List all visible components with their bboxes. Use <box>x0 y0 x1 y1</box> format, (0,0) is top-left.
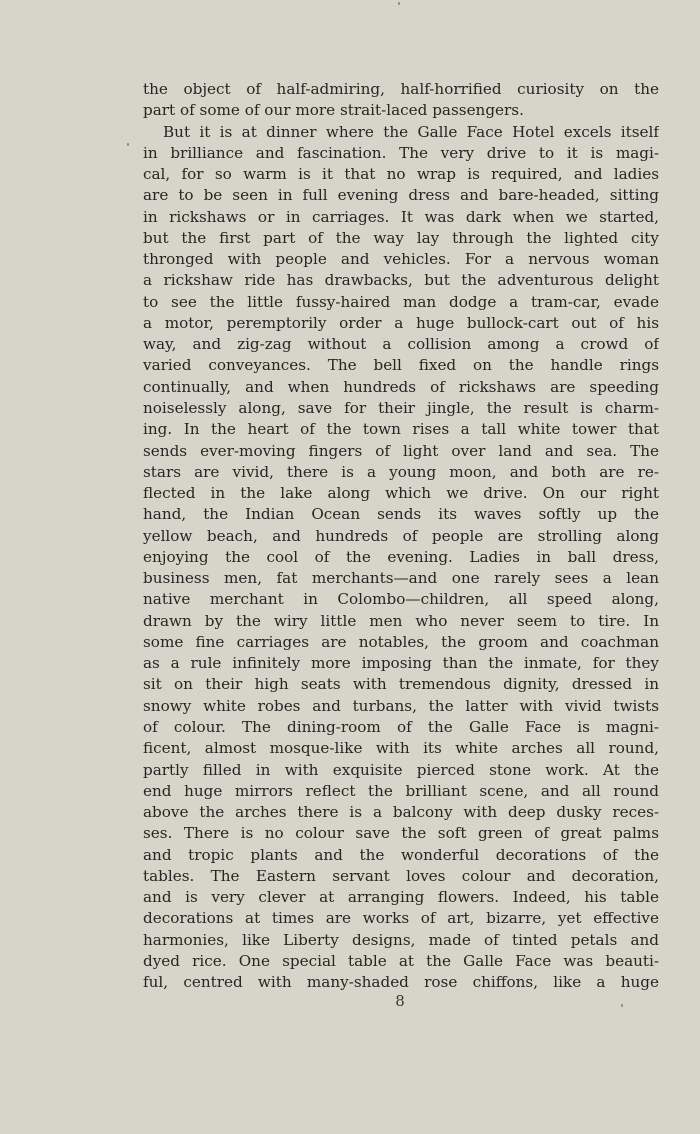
text-line: the object of half-admiring, half-horrified curiosity on the <box>143 80 659 98</box>
text-line: tables. The Eastern servant loves colour and decoration, <box>143 866 659 885</box>
text-line: thronged with people and vehicles. For a nervous woman <box>143 250 659 269</box>
text-line: harmonies, like Liberty designs, made of tinted petals and <box>143 930 659 949</box>
text-line: flected in the lake along which we drive. On our right <box>143 484 659 503</box>
text-line: in brilliance and fascination. The very drive to it is magi- <box>143 143 659 162</box>
paper-speck <box>127 143 129 146</box>
text-line: as a rule infinitely more imposing than the inmate, for they <box>143 654 659 673</box>
text-line: business men, fat merchants—and one rarely sees a lean <box>143 569 659 588</box>
text-line: snowy white robes and turbans, the latter with vivid twists <box>143 696 659 715</box>
page-number: 8 <box>395 992 405 1010</box>
text-line: stars are vivid, there is a young moon, and both are re- <box>143 462 659 481</box>
text-line: continually, and when hundreds of rickshaws are speeding <box>143 377 659 396</box>
text-line: sends ever-moving fingers of light over land and sea. The <box>143 441 659 460</box>
text-line: ful, centred with many-shaded rose chiffons, like a huge <box>143 973 659 992</box>
text-line: noiselessly along, save for their jingle, the result is charm- <box>143 398 659 417</box>
text-line: above the arches there is a balcony with deep dusky reces- <box>143 803 659 822</box>
text-line: part of some of our more strait-laced passengers. <box>143 101 524 120</box>
text-line: decorations at times are works of art, bizarre, yet effective <box>143 909 659 928</box>
text-line: native merchant in Colombo—children, all speed along, <box>143 590 659 609</box>
text-line: and tropic plants and the wonderful decorations of the <box>143 845 659 864</box>
text-line: a motor, peremptorily order a huge bullock-cart out of his <box>143 313 659 332</box>
text-line: partly filled in with exquisite pierced stone work. At the <box>143 760 659 779</box>
text-line: varied conveyances. The bell fixed on the handle rings <box>143 356 659 375</box>
paper-speck <box>621 1004 623 1007</box>
body-text <box>143 79 659 993</box>
text-line: cal, for so warm is it that no wrap is required, and ladies <box>143 165 659 184</box>
text-line: some fine carriages are notables, the groom and coachman <box>143 632 659 651</box>
text-line: and is very clever at arranging flowers. Indeed, his table <box>143 888 659 907</box>
text-line: are to be seen in full evening dress and bare-headed, sitting <box>143 186 659 205</box>
text-line: way, and zig-zag without a collision among a crowd of <box>143 335 659 354</box>
text-line: hand, the Indian Ocean sends its waves softly up the <box>143 505 659 524</box>
text-line: enjoying the cool of the evening. Ladies in ball dress, <box>143 547 659 566</box>
text-line: sit on their high seats with tremendous dignity, dressed in <box>143 675 659 694</box>
text-line: of colour. The dining-room of the Galle Face is magni- <box>143 717 659 736</box>
text-line: ficent, almost mosque-like with its white arches all round, <box>143 739 659 758</box>
paper-speck <box>398 2 400 5</box>
text-line: ses. There is no colour save the soft green of great palms <box>143 824 659 843</box>
text-line: to see the little fussy-haired man dodge a tram-car, evade <box>143 292 659 311</box>
text-line: but the first part of the way lay through the lighted city <box>143 228 659 247</box>
text-line: a rickshaw ride has drawbacks, but the adventurous delight <box>143 271 659 290</box>
text-line: But it is at dinner where the Galle Face Hotel excels itself <box>163 122 659 141</box>
text-line: in rickshaws or in carriages. It was dark when we started, <box>143 207 659 226</box>
text-line: dyed rice. One special table at the Galle Face was beauti- <box>143 951 659 970</box>
text-line: end huge mirrors reflect the brilliant scene, and all round <box>143 781 659 800</box>
text-line: ing. In the heart of the town rises a tall white tower that <box>143 420 659 439</box>
text-line: drawn by the wiry little men who never seem to tire. In <box>143 611 659 630</box>
text-line: yellow beach, and hundreds of people are strolling along <box>143 526 659 545</box>
